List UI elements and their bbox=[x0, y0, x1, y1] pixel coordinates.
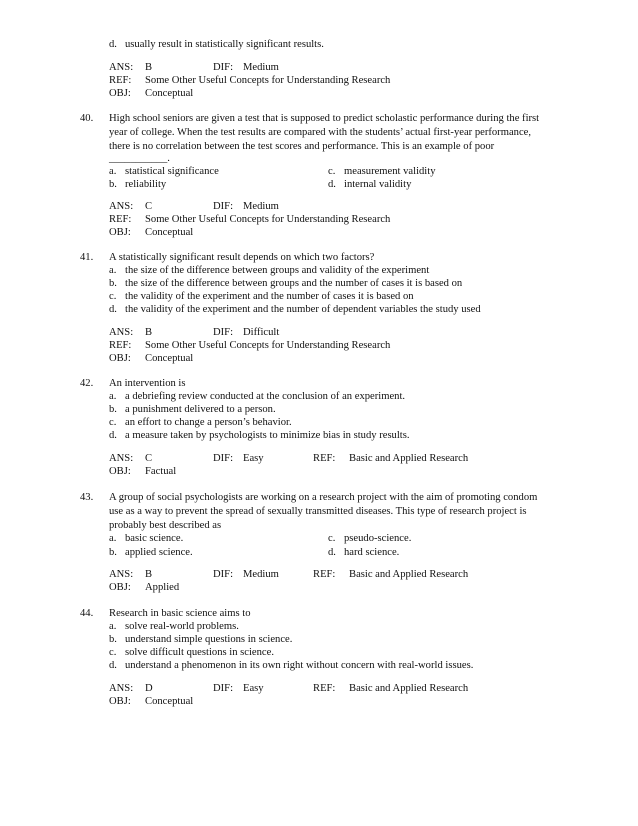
q41-option-c: c. the validity of the experiment and the number of cases it is based on bbox=[109, 291, 414, 302]
q41-answer-line: ANS: B DIF: Difficult bbox=[109, 327, 280, 338]
q40-ref: Some Other Useful Concepts for Understanding Research bbox=[145, 214, 391, 225]
q42-obj: Factual bbox=[145, 466, 177, 477]
q40-stem-line: year of college. When the test results are compared with the students’ actual first-year performance, bbox=[109, 127, 532, 138]
q39-ans: B bbox=[145, 62, 153, 73]
q44-ref: Basic and Applied Research bbox=[349, 683, 469, 694]
q41-number: 41. bbox=[80, 252, 94, 263]
q43-obj: Applied bbox=[145, 582, 180, 593]
q39-answer-line: ANS: B DIF: Medium bbox=[109, 62, 279, 73]
q40-number: 40. bbox=[80, 113, 94, 124]
q41-obj-line: OBJ: Conceptual bbox=[109, 353, 194, 364]
q43-stem-line: probably best described as bbox=[109, 520, 222, 531]
q40-option-b: b. reliability bbox=[109, 179, 167, 190]
q39-obj-line: OBJ: Conceptual bbox=[109, 88, 194, 99]
q41-stem-line: A statistically significant result depends on which two factors? bbox=[109, 252, 375, 263]
q41-option-d: d. the validity of the experiment and the number of dependent variables the study used bbox=[109, 304, 481, 315]
q44-option-d: d. understand a phenomenon in its own right without concern with real-world issues. bbox=[109, 660, 474, 671]
q40-obj: Conceptual bbox=[145, 227, 194, 238]
q42-dif: Easy bbox=[243, 453, 264, 464]
q43-ans: B bbox=[145, 569, 153, 580]
q40-option-a: a. statistical significance bbox=[109, 166, 219, 177]
q42-obj-line: OBJ: Factual bbox=[109, 466, 177, 477]
q44-answer-line: ANS: D DIF: Easy REF: Basic and Applied Research bbox=[109, 683, 469, 694]
q43-option-c: c. pseudo-science. bbox=[328, 533, 412, 544]
q44-option-a: a. solve real-world problems. bbox=[109, 621, 239, 632]
q42-ref: Basic and Applied Research bbox=[349, 453, 469, 464]
q39-ref: Some Other Useful Concepts for Understanding Research bbox=[145, 75, 391, 86]
q42-ans: C bbox=[145, 453, 153, 464]
q40-obj-line: OBJ: Conceptual bbox=[109, 227, 194, 238]
q43-dif: Medium bbox=[243, 569, 279, 580]
q42-number: 42. bbox=[80, 378, 94, 389]
q43-stem-line: use as a way to prevent the spread of sexually transmitted diseases. This type of research project is bbox=[109, 506, 527, 517]
q43-option-b: b. applied science. bbox=[109, 547, 193, 558]
q43-obj-line: OBJ: Applied bbox=[109, 582, 180, 593]
q40-ref-line: REF: Some Other Useful Concepts for Understanding Research bbox=[109, 214, 391, 225]
q43-ref: Basic and Applied Research bbox=[349, 569, 469, 580]
q40-ans: C bbox=[145, 201, 153, 212]
q43-answer-line: ANS: B DIF: Medium REF: Basic and Applied Research bbox=[109, 569, 469, 580]
q44-ans: D bbox=[145, 683, 153, 694]
q42-option-a: a. a debriefing review conducted at the conclusion of an experiment. bbox=[109, 391, 406, 402]
q40-dif: Medium bbox=[243, 201, 279, 212]
q43-number: 43. bbox=[80, 492, 94, 503]
q44-option-b: b. understand simple questions in science. bbox=[109, 634, 293, 645]
q43-option-d: d. hard science. bbox=[328, 547, 400, 558]
q41-ref: Some Other Useful Concepts for Understanding Research bbox=[145, 340, 391, 351]
q42-answer-line: ANS: C DIF: Easy REF: Basic and Applied Research bbox=[109, 453, 469, 464]
q41-dif: Difficult bbox=[243, 327, 280, 338]
q42-stem-line: An intervention is bbox=[109, 378, 186, 389]
q39-ref-line: REF: Some Other Useful Concepts for Understanding Research bbox=[109, 75, 391, 86]
q39-dif: Medium bbox=[243, 62, 279, 73]
q42-option-d: d. a measure taken by psychologists to minimize bias in study results. bbox=[109, 430, 410, 441]
q41-ref-line: REF: Some Other Useful Concepts for Understanding Research bbox=[109, 340, 391, 351]
q40-stem-line: ___________. bbox=[109, 153, 170, 164]
q41-option-a: a. the size of the difference between groups and validity of the experiment bbox=[109, 265, 430, 276]
q44-dif: Easy bbox=[243, 683, 264, 694]
q42-option-b: b. a punishment delivered to a person. bbox=[109, 404, 276, 415]
q44-number: 44. bbox=[80, 608, 94, 619]
q40-answer-line: ANS: C DIF: Medium bbox=[109, 201, 279, 212]
q41-ans: B bbox=[145, 327, 153, 338]
q39-obj: Conceptual bbox=[145, 88, 194, 99]
q43-stem-line: A group of social psychologists are working on a research project with the aim of promoting condom bbox=[109, 492, 538, 503]
q40-stem-line: High school seniors are given a test that is supposed to predict scholastic performance during the first bbox=[109, 113, 540, 124]
q39-option-d: d. usually result in statistically significant results. bbox=[109, 39, 324, 50]
q40-option-d: d. internal validity bbox=[328, 179, 412, 190]
q44-obj: Conceptual bbox=[145, 696, 194, 707]
q44-stem-line: Research in basic science aims to bbox=[109, 608, 251, 619]
q44-obj-line: OBJ: Conceptual bbox=[109, 696, 194, 707]
q44-option-c: c. solve difficult questions in science. bbox=[109, 647, 274, 658]
q41-option-b: b. the size of the difference between groups and the number of cases it is based on bbox=[109, 278, 463, 289]
q42-option-c: c. an effort to change a person’s behavior. bbox=[109, 417, 292, 428]
q40-stem-line: there is no correlation between the test scores and performance. This is an example of poor bbox=[109, 141, 495, 152]
q40-option-c: c. measurement validity bbox=[328, 166, 436, 177]
q41-obj: Conceptual bbox=[145, 353, 194, 364]
q43-option-a: a. basic science. bbox=[109, 533, 184, 544]
